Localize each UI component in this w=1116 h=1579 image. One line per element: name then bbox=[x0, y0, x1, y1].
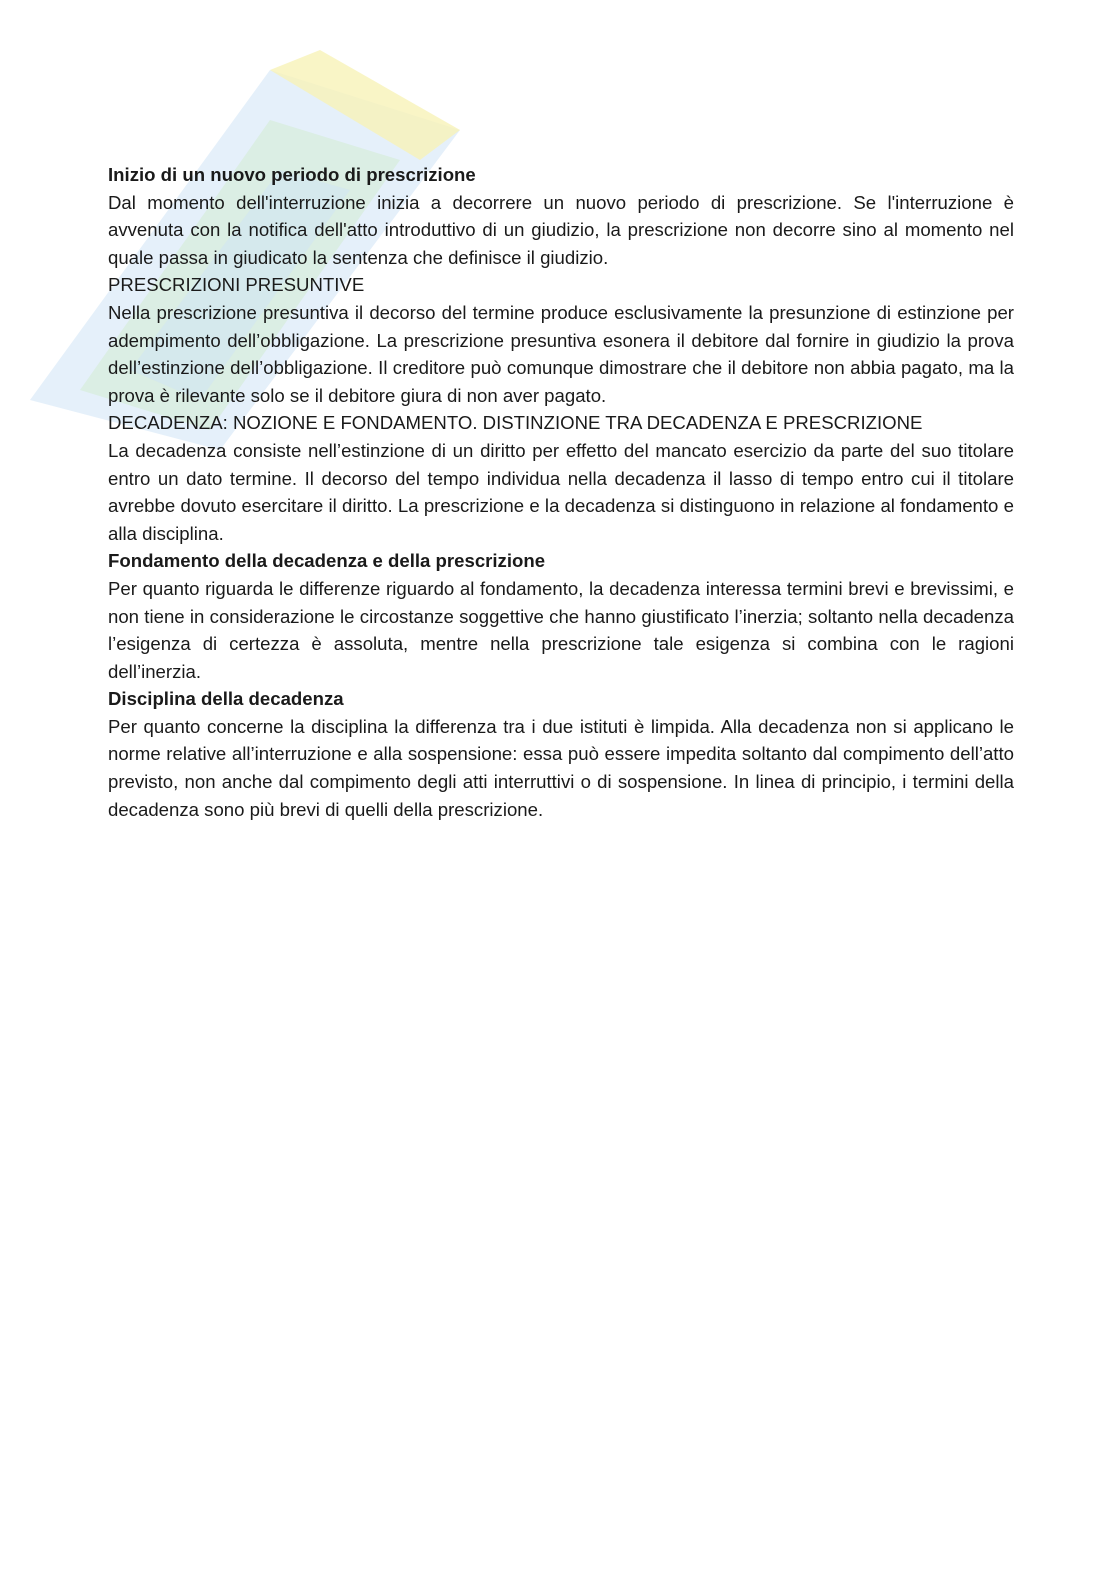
paragraph-prescrizione-presuntiva: Nella prescrizione presuntiva il decorso del termine produce esclusivamente la presunzione di estinzione per adempimento dell’obbligazione. La prescrizione presuntiva esonera il debitore dal fornire in giudizio la prova dell’estinzione dell’obbligazione. Il creditore può comunque dimostrare che il debitore non abbia pagato, ma la prova è rilevante solo se il debitore giura di non aver pagato. bbox=[108, 301, 1014, 406]
paragraph-fondamento: Per quanto riguarda le differenze riguardo al fondamento, la decadenza interessa termini brevi e brevissimi, e non tiene in considerazione le circostanze soggettive che hanno giustificato l’inerzia; soltanto nella decadenza l’esigenza di certezza è assoluta, mentre nella prescrizione tale esigenza si combina con le ragioni dell’inerzia. bbox=[108, 577, 1014, 682]
document-body bbox=[108, 161, 1014, 823]
paragraph-interruzione: Dal momento dell'interruzione inizia a decorrere un nuovo periodo di prescrizione. Se l'interruzione è avvenuta con la notifica dell'atto introduttivo di un giudizio, la prescrizione non decorre sino al momento nel quale passa in giudicato la sentenza che definisce il giudizio. bbox=[108, 191, 1014, 268]
heading-inizio: Inizio di un nuovo periodo di prescrizione bbox=[108, 164, 476, 185]
paragraph-disciplina: Per quanto concerne la disciplina la differenza tra i due istituti è limpida. Alla decadenza non si applicano le norme relative all’interruzione e alla sospensione: essa può essere impedita soltanto dal compimento dell’atto previsto, non anche dal compimento degli atti interruttivi o di sospensione. In linea di principio, i termini della decadenza sono più brevi di quelli della prescrizione. bbox=[108, 715, 1014, 820]
heading-fondamento: Fondamento della decadenza e della prescrizione bbox=[108, 550, 546, 572]
paragraph-decadenza-nozione: La decadenza consiste nell’estinzione di un diritto per effetto del mancato esercizio da parte del suo titolare entro un dato termine. Il decorso del tempo individua nella decadenza il lasso di tempo entro cui il titolare avrebbe dovuto esercitare il diritto. La prescrizione e la decadenza si distinguono in relazione al fondamento e alla disciplina. bbox=[108, 439, 1014, 544]
heading-disciplina: Disciplina della decadenza bbox=[108, 688, 344, 710]
section-title-decadenza: DECADENZA: NOZIONE E FONDAMENTO. DISTINZIONE TRA DECADENZA E PRESCRIZIONE bbox=[108, 412, 923, 434]
section-title-prescrizioni-presuntive: PRESCRIZIONI PRESUNTIVE bbox=[108, 274, 365, 296]
